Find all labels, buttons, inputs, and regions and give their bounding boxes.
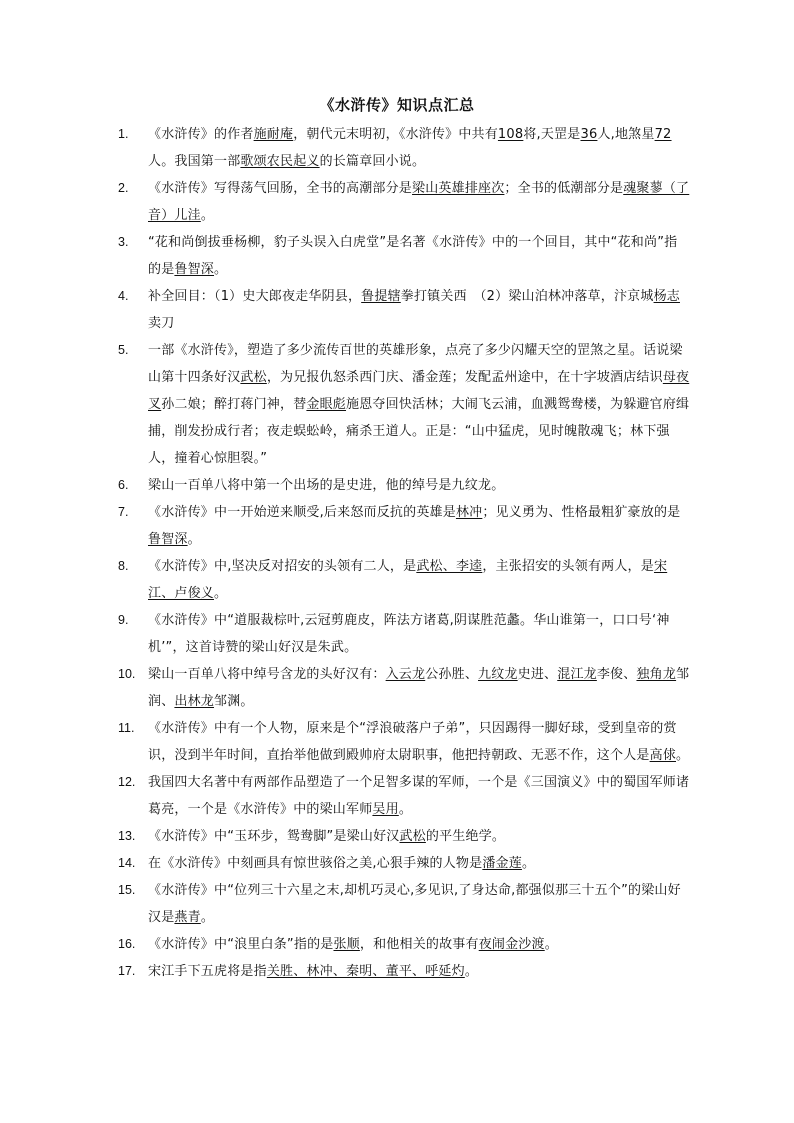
item-text (148, 478, 504, 493)
text-segment: ；全书的低潮部分是 (504, 181, 624, 196)
text-segment: 的平生绝学。 (425, 829, 506, 844)
item-text (148, 505, 680, 547)
answer-text: 武松 (240, 370, 267, 385)
list-item (100, 850, 690, 877)
text-segment: 。 (200, 208, 215, 223)
text-segment: 。 (214, 262, 228, 277)
answer-text: 魂聚蓼（了音）儿洼 (148, 181, 690, 223)
text-segment: 。 (200, 910, 215, 925)
answer-text: 林冲 (455, 505, 483, 520)
answer-text: 燕青 (174, 910, 201, 925)
text-segment: 将,天罡是 (523, 127, 581, 142)
item-number: 12. (118, 775, 136, 789)
item-number: 7. (118, 505, 129, 519)
item-number: 17. (118, 964, 136, 978)
text-segment: 。 (214, 586, 228, 601)
list-item (100, 499, 690, 553)
answer-text: 出林龙 (174, 694, 215, 709)
answer-text: 36 (580, 127, 598, 142)
answer-text: 金眼彪 (306, 397, 347, 412)
item-number: 5. (118, 343, 129, 357)
answer-text: 108 (497, 127, 524, 142)
text-segment: 《水浒传》写得荡气回肠，全书的高潮部分是 (148, 181, 413, 196)
text-segment: 史进、 (517, 667, 558, 682)
answer-text: 歌颂农民起义 (240, 154, 320, 169)
answer-text: 武松 (399, 829, 426, 844)
text-segment: 《水浒传》中“玉环步，鸳鸯脚”是梁山好汉 (148, 829, 400, 844)
text-segment: 卖刀 (148, 316, 175, 331)
item-text (148, 856, 535, 871)
text-segment: 我国四大名著中有两部作品塑造了一个足智多谋的军师，一个是《三国演义》中的蜀国军师诸葛亮，一个是《水浒传》中的梁山军师 (148, 775, 690, 817)
text-segment: 宋江手下五虎将是指 (148, 964, 267, 979)
answer-text: 鲁智深 (174, 262, 215, 277)
answer-text: 宋江、卢俊义 (148, 559, 668, 601)
answer-text: 鲁智深 (148, 532, 188, 547)
text-segment: 。 (187, 532, 201, 547)
text-segment: “花和尚倒拔垂杨柳，豹子头误入白虎堂”是名著《水浒传》中的一个回目，其中“花和尚”指的是 (148, 235, 678, 277)
list-item (100, 472, 690, 499)
list-item (100, 661, 690, 715)
text-segment: 的长篇章回小说。 (319, 154, 426, 169)
answer-text: 高俅 (649, 748, 677, 763)
text-segment: ，和他相关的故事有 (359, 937, 479, 952)
list-item (100, 229, 690, 283)
text-segment: 《水浒传》中,坚决反对招安的头领有二人，是 (148, 559, 417, 574)
answer-text: 潘金莲 (482, 856, 522, 871)
text-segment: 梁山一百单八将中绰号含龙的头好汉有： (148, 667, 386, 682)
text-segment: 《水浒传》中“位列三十六星之末,却机巧灵心,多见识,了身达命,都强似那三十五个”的梁山好汉是 (148, 883, 681, 925)
text-segment: 在《水浒传》中刻画具有惊世骇俗之美,心狠手辣的人物是 (148, 856, 483, 871)
list-item (100, 607, 690, 661)
item-number: 14. (118, 856, 136, 870)
text-segment: 。 (398, 802, 413, 817)
item-text (148, 559, 667, 601)
text-segment: 梁山一百单八将中第一个出场的是史进，他的绰号是九纹龙。 (148, 478, 505, 493)
item-number: 4. (118, 289, 129, 303)
text-segment: 一部《水浒传》，塑造了多少流传百世的英雄形象，点亮了多少闪耀天空的罡煞之星。话说梁山第十四条好汉 (148, 343, 683, 385)
text-segment: ，为兄报仇怒杀西门庆、潘金莲；发配孟州途中，在十字坡酒店结识 (266, 370, 663, 385)
answer-text: 入云龙 (385, 667, 426, 682)
item-text (148, 667, 689, 709)
text-segment: 邹润、 (148, 667, 690, 709)
item-number: 15. (118, 883, 136, 897)
item-text (148, 883, 681, 925)
answer-text: 武松、李逵 (416, 559, 483, 574)
answer-text: 关胜、林冲、秦明、董平、呼延灼 (266, 964, 465, 979)
list-item (100, 337, 690, 472)
item-text (148, 343, 689, 466)
item-text (148, 937, 558, 952)
text-segment: 人。我国第一部 (148, 154, 241, 169)
text-segment: 补全回目：（1）史大郎夜走华阴县， (148, 289, 362, 304)
item-number: 9. (118, 613, 129, 627)
answer-text: 混江龙 (557, 667, 597, 682)
text-segment: 。 (676, 748, 690, 763)
text-segment: 邹渊。 (214, 694, 254, 709)
item-number: 11. (118, 721, 135, 735)
answer-text: 杨志 (653, 289, 680, 304)
answer-text: 张顺 (333, 937, 360, 952)
text-segment: 公孙胜、 (425, 667, 479, 682)
item-text (148, 181, 689, 223)
text-segment: 《水浒传》中一开始逆来顺受,后来怒而反抗的英雄是 (148, 505, 456, 520)
text-segment: 人,地煞星 (597, 127, 655, 142)
list-item (100, 283, 690, 337)
list-item (100, 769, 690, 823)
answer-text: 梁山英雄排座次 (412, 181, 505, 196)
text-segment: 李俊、 (596, 667, 637, 682)
knowledge-list (100, 121, 690, 985)
item-text (148, 613, 670, 655)
list-item (100, 121, 690, 175)
item-text (148, 829, 505, 844)
item-number: 8. (118, 559, 129, 573)
item-number: 3. (118, 235, 129, 249)
text-segment: 施恩夺回快活林；大闹飞云浦，血溅鸳鸯楼，为躲避官府缉捕，削发扮成行者；夜走蜈蚣岭，痛杀王道人。正是：“山中猛虎，见时魄散魂飞；林下强人，撞着心惊胆裂。” (148, 397, 690, 466)
item-text (148, 964, 478, 979)
text-segment: 。 (464, 964, 479, 979)
item-number: 16. (118, 937, 136, 951)
text-segment: 《水浒传》中“浪里白条”指的是 (148, 937, 334, 952)
list-item (100, 175, 690, 229)
answer-text: 母夜叉 (148, 370, 690, 412)
list-item (100, 715, 690, 769)
item-number: 1. (118, 127, 129, 141)
text-segment: ；见义勇为、性格最粗犷豪放的是 (482, 505, 681, 520)
item-number: 13. (118, 829, 136, 843)
text-segment: 孙二娘；醉打蒋门神，替 (161, 397, 307, 412)
answer-text: 九纹龙 (478, 667, 518, 682)
text-segment: 拳打镇关西 （2）梁山泊林冲落草，汴京城 (400, 289, 654, 304)
item-text (148, 235, 677, 277)
item-text (148, 721, 689, 763)
document-title: 《水浒传》知识点汇总 (319, 96, 475, 114)
text-segment: 。 (521, 856, 536, 871)
item-text (148, 127, 672, 169)
list-item (100, 553, 690, 607)
text-segment: ，朝代元末明初，《水浒传》中共有 (293, 127, 498, 142)
answer-text: 72 (654, 127, 672, 142)
item-number: 10. (118, 667, 136, 681)
list-item (100, 931, 690, 958)
answer-text: 独角龙 (636, 667, 677, 682)
list-item (100, 877, 690, 931)
answer-text: 鲁提辖 (361, 289, 401, 304)
text-segment: 《水浒传》的作者 (148, 127, 254, 142)
item-number: 6. (118, 478, 129, 492)
list-item (100, 823, 690, 850)
text-segment: 。 (544, 937, 558, 952)
item-text (148, 775, 689, 817)
text-segment: 《水浒传》中有一个人物，原来是个“浮浪破落户子弟”，只因踢得一脚好球，受到皇帝的赏识，没到半年时间，直抬举他做到殿帅府太尉职事，他把持朝政、无恶不作，这个人是 (148, 721, 677, 763)
answer-text: 施耐庵 (253, 127, 294, 142)
answer-text: 吴用 (372, 802, 399, 817)
text-segment: 《水浒传》中“道服裁棕叶,云冠剪鹿皮，阵法方诸葛,阴谋胜范蠡。华山谁第一，口口号‘神机’”，这首诗赞的梁山好汉是朱武。 (148, 613, 670, 655)
item-number: 2. (118, 181, 129, 195)
list-item (100, 958, 690, 985)
text-segment: ，主张招安的头领有两人，是 (482, 559, 654, 574)
answer-text: 夜闹金沙渡 (478, 937, 545, 952)
item-text (148, 289, 680, 331)
